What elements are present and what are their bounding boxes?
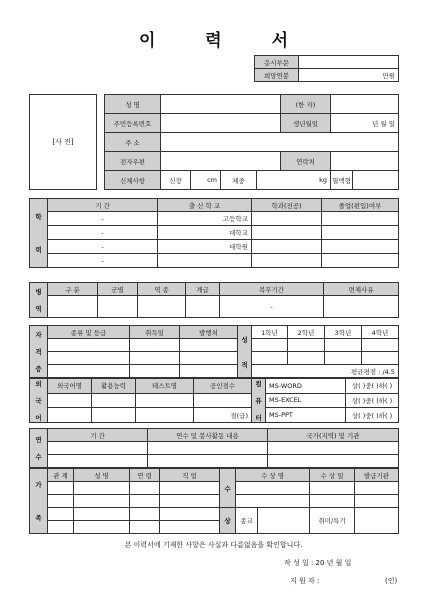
training-table [29,428,399,468]
edu-major[interactable] [252,226,322,240]
application-table [254,55,399,82]
lang-score[interactable] [194,393,252,408]
pc-skill-ppt: MS-PPT [266,408,346,423]
grade-cell[interactable] [325,352,362,365]
edu-school[interactable]: 고등학교 [158,212,252,226]
fam-name[interactable] [74,508,130,521]
salary-label: 희망연봉 [255,69,299,82]
pc-level-excel[interactable]: 상( )중( )하( ) [346,393,399,408]
applicant-label: 지 원 자 : [290,577,320,585]
fam-header-age: 연 령 [130,469,160,482]
mil-period[interactable]: - [220,296,324,318]
edu-header-period: 기 간 [48,199,158,212]
weight-label: 체중 [221,171,257,190]
edu-header-graduation: 졸업(편입)여부 [322,199,399,212]
edu-status[interactable] [322,226,399,240]
family-table [29,468,399,534]
mil-header-period: 복무기간 [220,283,324,296]
address-label: 주 소 [105,133,161,152]
extra-side-label: 상 [220,508,236,534]
award-header-issuer: 발급기관 [355,469,399,482]
family-side-label: 가 족 [30,469,48,534]
edu-header-school: 출 신 학 교 [158,199,252,212]
religion-label: 종교 [236,508,258,534]
lang-header-name: 외국어명 [48,379,92,394]
lang-header-test: 테스트명 [136,379,194,394]
edu-period[interactable]: - [48,212,158,226]
mil-class[interactable] [138,296,186,318]
fam-job[interactable] [160,495,220,508]
hobby-label: 취미/특기 [310,508,355,534]
body-label: 신체사항 [105,171,161,190]
fam-job[interactable] [160,508,220,521]
height-label: 신장 [161,171,191,190]
contact-label: 연락처 [281,152,331,171]
edu-school[interactable] [158,254,252,268]
lic-date[interactable] [130,352,180,365]
award-side-label: 수 [220,469,236,508]
rrn-label: 주민등록번호 [105,114,161,133]
lang-header-ability: 활용능력 [92,379,136,394]
height-input[interactable]: cm [191,171,221,190]
fam-header-name: 성 명 [74,469,130,482]
contact-input[interactable] [331,152,399,171]
edu-period[interactable]: - [48,254,158,268]
lic-issuer[interactable] [180,339,238,352]
blood-label: 혈액형 [331,171,353,190]
document-title: 이 력 서 [138,31,311,51]
semester-2: 2학년 [288,326,325,339]
computer-side-label: 컴 퓨 터 [252,379,266,423]
address-input[interactable] [161,133,399,152]
award-header-date: 수 상 일 [310,469,355,482]
grade-side-label: 성 적 [238,326,252,378]
fam-name[interactable] [74,521,130,534]
train-content[interactable] [148,442,268,455]
education-table [29,198,399,268]
train-content[interactable] [148,455,268,468]
lic-header-kind: 종류 및 등급 [48,326,130,339]
edu-status[interactable] [322,254,399,268]
train-org[interactable] [268,455,399,468]
grade-cell[interactable] [252,352,288,365]
fam-age[interactable] [130,495,160,508]
lang-ability[interactable] [92,393,136,408]
grade-cell[interactable] [362,339,399,352]
fam-age[interactable] [130,521,160,534]
grade-cell[interactable] [252,339,288,352]
train-header-org: 국가(지역) 및 기관 [268,429,399,442]
fam-name[interactable] [74,495,130,508]
fam-relation[interactable] [48,521,74,534]
award-date[interactable] [310,495,355,508]
lic-issuer[interactable] [180,365,238,378]
pc-skill-excel: MS-EXCEL [266,393,346,408]
train-period[interactable] [48,442,148,455]
mil-exempt[interactable] [324,296,399,318]
train-period[interactable] [48,455,148,468]
military-side-label: 병 역 [30,283,48,318]
photo-box[interactable]: [사 진] [29,94,97,190]
hanja-input[interactable] [331,95,399,114]
pc-level-word[interactable]: 상( )중( )하( ) [346,379,399,394]
edu-major[interactable] [252,254,322,268]
lic-kind[interactable] [48,339,130,352]
fam-job[interactable] [160,482,220,495]
edu-status[interactable] [322,240,399,254]
lic-issuer[interactable] [180,352,238,365]
salary-input[interactable]: 만원 [299,69,399,82]
lic-kind[interactable] [48,352,130,365]
semester-3: 3학년 [325,326,362,339]
weight-input[interactable]: kg [257,171,331,190]
award-header-name: 수 상 명 [236,469,310,482]
mil-header-type: 구 분 [48,283,98,296]
edu-period[interactable]: - [48,240,158,254]
gpa-field[interactable]: 평균평점 : /4.5 [252,365,399,378]
language-side-label: 외 국 어 [30,379,48,423]
birth-input[interactable]: 년 월 일 [331,114,399,133]
name-label: 성 명 [105,95,161,114]
license-table [29,325,399,378]
fam-age[interactable] [130,482,160,495]
fam-name[interactable] [74,482,130,495]
confirmation-statement: 본 이력서에 기재한 사항은 사실과 다름없음을 확인합니다. [124,541,303,549]
edu-status[interactable] [322,212,399,226]
lang-ability[interactable] [92,408,136,423]
award-date[interactable] [310,482,355,495]
training-side-label: 연 수 [30,429,48,468]
grade-cell[interactable] [288,339,325,352]
email-label: 전자우편 [105,152,161,171]
hanja-label: (한 자) [281,95,331,114]
edu-header-major: 학과(전공) [252,199,322,212]
edu-major[interactable] [252,212,322,226]
edu-major[interactable] [252,240,322,254]
fam-relation[interactable] [48,495,74,508]
mil-branch[interactable] [98,296,138,318]
email-input[interactable] [161,152,281,171]
seal-mark[interactable]: (인) [385,577,398,585]
lang-score[interactable]: 점(급) [194,408,252,423]
mil-header-exempt: 면제사유 [324,283,399,296]
pc-skill-word: MS-WORD [266,379,346,394]
edu-period[interactable]: - [48,226,158,240]
mil-header-rank: 계급 [186,283,220,296]
military-table [29,282,399,318]
written-date[interactable]: 작 성 일 : 20 년 월 일 [284,559,352,567]
hobby-input[interactable] [355,508,399,534]
train-org[interactable] [268,442,399,455]
award-issuer[interactable] [355,495,399,508]
mil-rank[interactable] [186,296,220,318]
blood-input[interactable] [353,171,399,190]
mil-type[interactable] [48,296,98,318]
language-table [29,378,399,423]
grade-cell[interactable] [362,352,399,365]
religion-input[interactable] [258,508,310,534]
education-side-label: 학 력 [30,199,48,268]
name-input[interactable] [161,95,281,114]
lang-test[interactable] [136,408,194,423]
apply-field-label: 응시부문 [255,56,299,69]
grade-cell[interactable] [325,339,362,352]
pc-level-ppt[interactable]: 상( )중( )하( ) [346,408,399,423]
semester-4: 4학년 [362,326,399,339]
fam-relation[interactable] [48,508,74,521]
license-side-label: 자 격 증 [30,326,48,378]
award-issuer[interactable] [355,482,399,495]
fam-header-job: 직 업 [160,469,220,482]
train-header-content: 연수 및 봉사활동 내용 [148,429,268,442]
award-name[interactable] [236,495,310,508]
birth-label: 생년월일 [281,114,331,133]
personal-info-table [104,94,399,190]
edu-school[interactable]: 대학원 [158,240,252,254]
mil-header-branch: 군별 [98,283,138,296]
fam-age[interactable] [130,508,160,521]
lang-name[interactable] [48,408,92,423]
lang-header-score: 공인점수 [194,379,252,394]
fam-relation[interactable] [48,482,74,495]
rrn-input[interactable] [161,114,281,133]
lic-header-issuer: 발행처 [180,326,238,339]
edu-school[interactable]: 대학교 [158,226,252,240]
award-name[interactable] [236,482,310,495]
lic-date[interactable] [130,339,180,352]
train-header-period: 기 간 [48,429,148,442]
lic-kind[interactable] [48,365,130,378]
grade-cell[interactable] [288,352,325,365]
semester-1: 1학년 [252,326,288,339]
fam-job[interactable] [160,521,220,534]
mil-header-class: 역 종 [138,283,186,296]
lang-test[interactable] [136,393,194,408]
fam-header-relation: 관 계 [48,469,74,482]
lang-name[interactable] [48,393,92,408]
lic-date[interactable] [130,365,180,378]
lic-header-date: 취득일 [130,326,180,339]
apply-field-input[interactable] [299,56,399,69]
